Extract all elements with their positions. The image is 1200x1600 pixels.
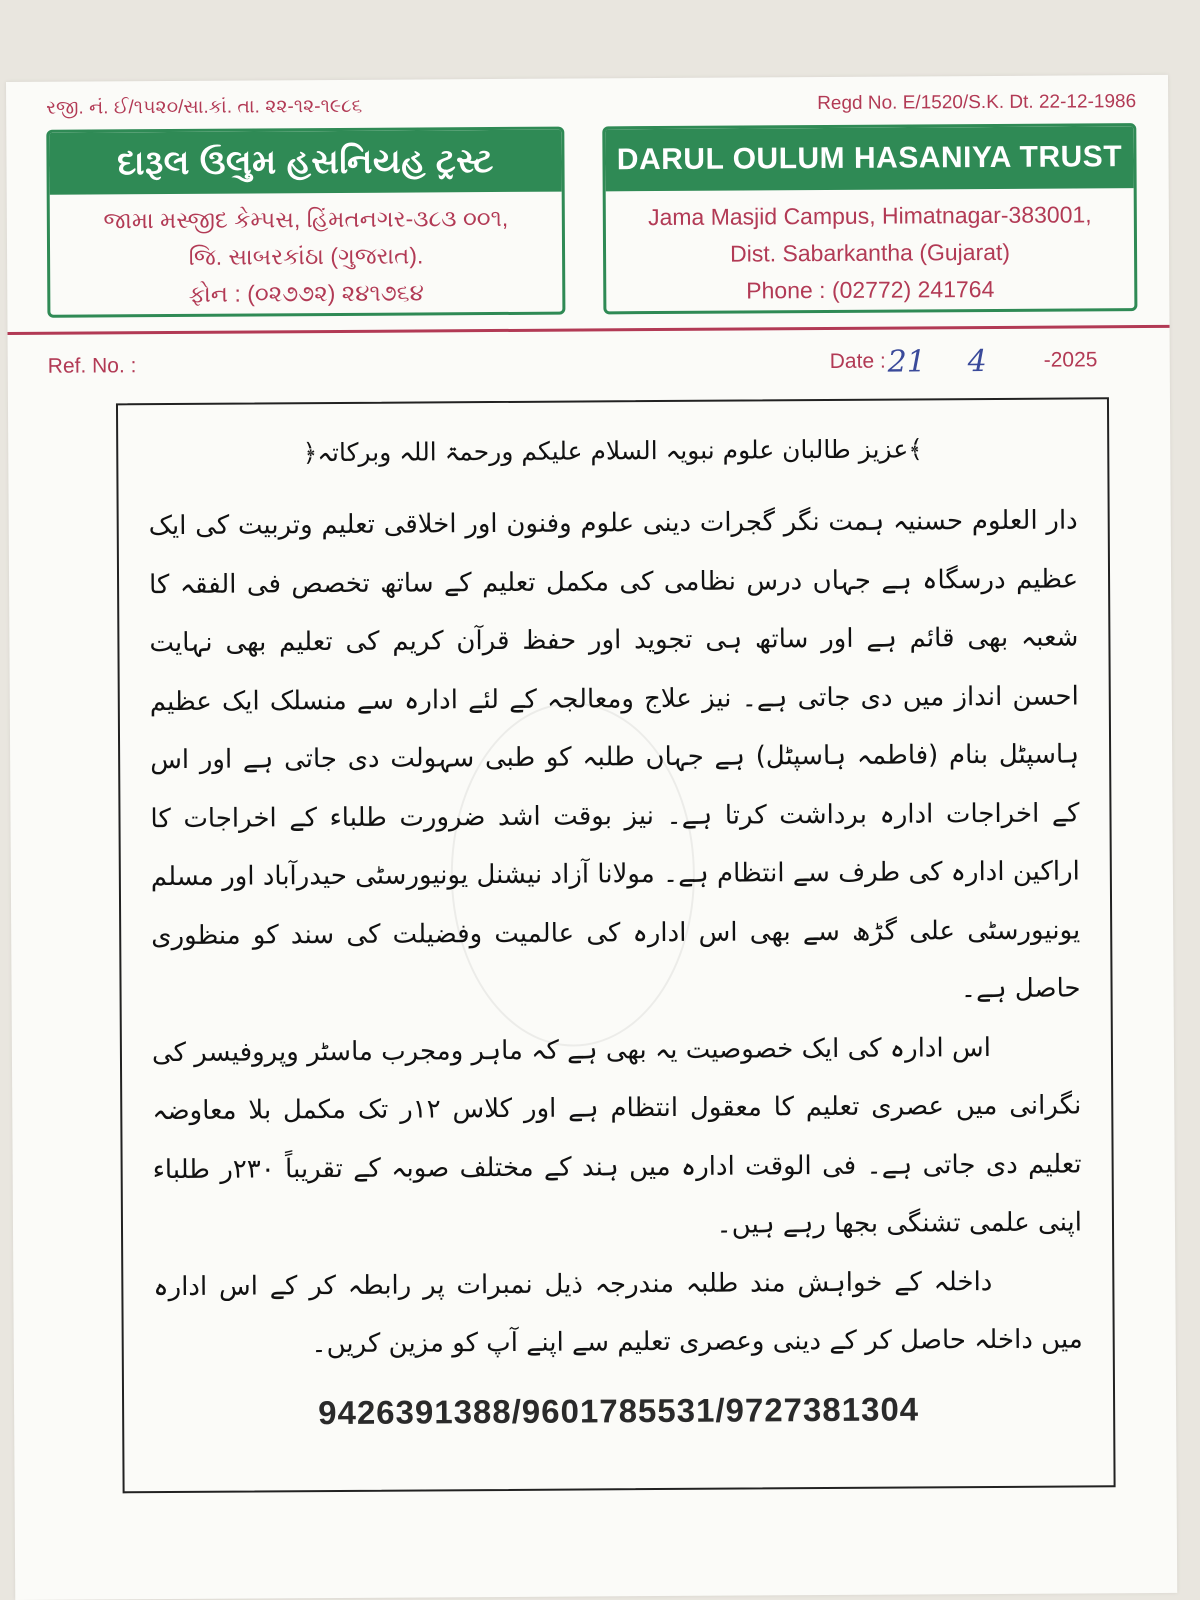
paragraph-modern-education: اس ادارہ کی ایک خصوصیت یہ بھی ہے کہ ماہر ومجرب ماسٹر وپروفیسر کی نگرانی میں عصری تعلیم کا معقول انتظام ہے اور کلاس ۱۲ر تک مکمل بلا معاوضہ تعلیم دی جاتی ہے۔ فی الوقت ادارہ میں ہند کے مختلف صوبہ کے تقریباً ۲۳۰ر طلباء اپنی علمی تشنگی بجھا رہے ہیں۔	[151, 1032, 1083, 1240]
ref-number-label: Ref. No. :	[47, 354, 137, 378]
english-letterhead-box	[602, 123, 1137, 314]
phone-line-gujarati: ફોન : (૦૨૭૭૨) ૨૪૧૭૬૪	[188, 279, 424, 307]
registration-number-gujarati: રજી. નં. ઈ/૧૫૨૦/સા.કાં. તા. ૨૨-૧૨-૧૯૮૬	[46, 95, 363, 119]
address-line-2-gujarati: જિ. સાબરકાંઠા (ગુજરાત).	[188, 242, 424, 270]
gujarati-letterhead-box	[46, 127, 565, 318]
address-block-gujarati	[50, 192, 563, 314]
date-label: Date :	[829, 349, 886, 373]
date-month-handwritten: 4	[967, 344, 987, 380]
letterhead-paper	[6, 75, 1177, 1600]
greeting-line: ﴿عزیز طالبان علوم نبویہ السلام علیکم ورحمۃ اللہ وبرکاتہ﴾	[302, 434, 923, 468]
registration-number-english: Regd No. E/1520/S.K. Dt. 22-12-1986	[817, 91, 1137, 115]
header-divider	[8, 325, 1170, 335]
notice-frame	[116, 397, 1116, 1493]
date-year: -2025	[1043, 348, 1098, 372]
address-line-2-english: Dist. Sabarkantha (Gujarat)	[729, 238, 1011, 267]
paragraph-admission: داخلہ کے خواہش مند طلبہ مندرجہ ذیل نمبرات پر رابطہ کر کے اس ادارہ میں داخلہ حاصل کر کے دینی وعصری تعلیم سے اپنے آپ کو مزین کریں۔	[153, 1266, 1083, 1360]
notice-body	[149, 491, 1083, 1374]
address-block-english	[606, 188, 1135, 310]
paragraph-institution: دار العلوم حسنیہ ہمت نگر گجرات دینی علوم وفنون اور اخلاقی تعلیم وتربیت کی ایک عظیم درسگاہ ہے جہاں درس نظامی کی مکمل تعلیم کے ساتھ تخصص فی الفقہ کا شعبہ بھی قائم ہے اور ساتھ ہی تجوید اور حفظ قرآن کریم کی تعلیم بھی نہایت احسن انداز میں دی جاتی ہے۔ نیز علاج ومعالجہ کے لئے ادارہ سے منسلک ایک عظیم ہاسپٹل بنام (فاطمہ ہاسپٹل) ہے جہاں طلبہ کو طبی سہولت دی جاتی ہے اور اس کے اخراجات ادارہ برداشت کرتا ہے۔ نیز بوقت اشد ضرورت طلباء کے اخراجات کا اراکین ادارہ کی طرف سے انتظام ہے۔ مولانا آزاد نیشنل یونیورسٹی حیدرآباد اور مسلم یونیورسٹی علی گڑھ سے بھی اس ادارہ کی عالمیت وفضیلت کی سند کو منظوری حاصل ہے۔	[148, 505, 1081, 1005]
address-line-1-gujarati: જામા મસ્જીદ કેમ્પસ, હિંમતનગર-૩૮૩ ૦૦૧,	[103, 204, 509, 234]
trust-name-gujarati: દારૂલ ઉલુમ હસનિયહ ટ્રસ્ટ	[49, 130, 561, 195]
contact-phone-numbers: 9426391388/9601785531/9727381304	[318, 1390, 920, 1432]
address-line-1-english: Jama Masjid Campus, Himatnagar-383001,	[647, 201, 1092, 231]
date-day-handwritten: 21	[887, 344, 927, 380]
trust-name-english: DARUL OULUM HASANIYA TRUST	[605, 126, 1133, 191]
phone-line-english: Phone : (02772) 241764	[746, 275, 995, 304]
